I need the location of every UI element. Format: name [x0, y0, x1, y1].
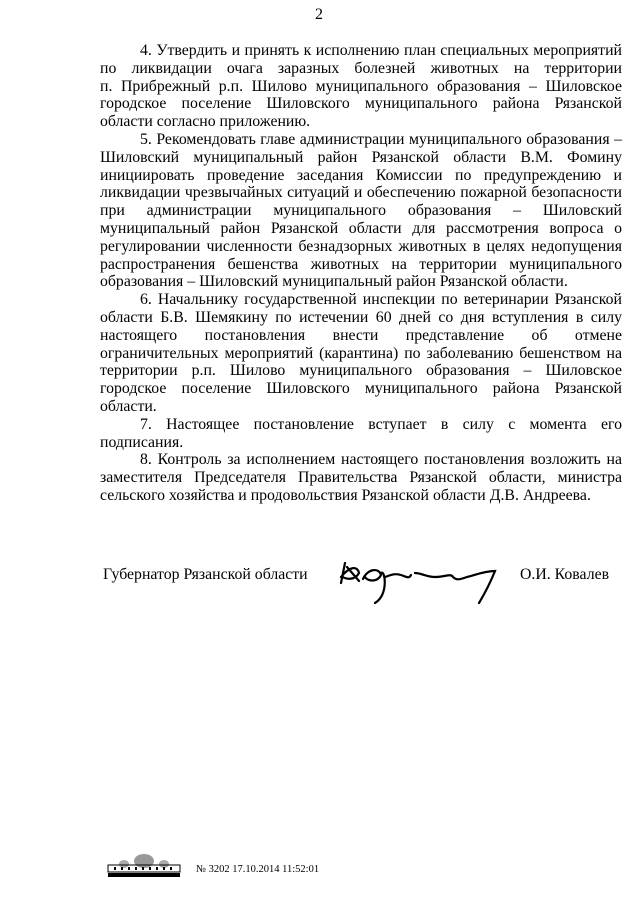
text-line: сельского хозяйства и продовольствия Рязанской области Д.В. Андреева. [100, 486, 591, 504]
text-line: 5. Рекомендовать главе администрации муниципального образования – [140, 130, 622, 148]
signatory-title: Губернатор Рязанской области [103, 566, 308, 583]
text-line: ликвидации чрезвычайных ситуаций и обеспечению пожарной безопасности [100, 184, 622, 202]
paragraph-5 [100, 131, 622, 291]
text-line: городское поселение Шиловского муниципального района Рязанской [100, 95, 622, 113]
text-line: ограничительных мероприятий (карантина) по заболеванию бешенством на [100, 344, 622, 362]
handwritten-signature [335, 555, 505, 610]
paragraph-8 [100, 451, 622, 504]
text-line: области Б.В. Шемякину по истечении 60 дней со дня вступления в силу [100, 308, 622, 326]
paragraph-7 [100, 416, 622, 452]
paragraph-6 [100, 291, 622, 416]
text-line: инициировать проведение заседания Комиссии по предупреждению и [100, 166, 622, 184]
text-line: области согласно приложению. [100, 113, 311, 131]
text-line: п. Прибрежный р.п. Шилово муниципального образования – Шиловское [100, 77, 622, 95]
document-body [100, 42, 622, 505]
text-line: Шиловский муниципальный район Рязанской области В.М. Фомину [100, 148, 622, 166]
signatory-name: О.И. Ковалев [520, 566, 610, 583]
text-line: 4. Утвердить и принять к исполнению план специальных мероприятий [140, 42, 622, 59]
page-number: 2 [315, 6, 323, 23]
text-line: муниципальный район Рязанской области для рассмотрения вопроса о [100, 219, 622, 237]
text-line: 8. Контроль за исполнением настоящего постановления возложить на [140, 451, 622, 469]
text-line: территории р.п. Шилово муниципального образования – Шиловское [100, 362, 622, 380]
text-line: заместителя Председателя Правительства Рязанской области, министра [100, 469, 622, 487]
text-line: регулировании численности безнадзорных животных в целях недопущения [100, 237, 622, 255]
paragraph-4 [100, 42, 622, 131]
government-building-logo [104, 848, 184, 878]
registration-stamp [104, 848, 319, 878]
text-line: распространения бешенства животных на территории муниципального [100, 255, 622, 273]
text-line: образования – Шиловский муниципальный район Рязанской области. [100, 273, 568, 291]
text-line: 6. Начальнику государственной инспекции по ветеринарии Рязанской [140, 291, 622, 309]
text-line: области. [100, 397, 157, 415]
registration-number-datetime: № 3202 17.10.2014 11:52:01 [196, 863, 320, 875]
text-line: подписания. [100, 433, 184, 451]
text-line: 7. Настоящее постановление вступает в силу с момента его [140, 415, 622, 433]
text-line: городское поселение Шиловского муниципального района Рязанской [100, 380, 622, 398]
text-line: настоящего постановления внести представление об отмене [100, 326, 622, 344]
text-line: по ликвидации очага заразных болезней животных на территории [100, 59, 622, 77]
text-line: при администрации муниципального образования – Шиловский [100, 202, 622, 220]
